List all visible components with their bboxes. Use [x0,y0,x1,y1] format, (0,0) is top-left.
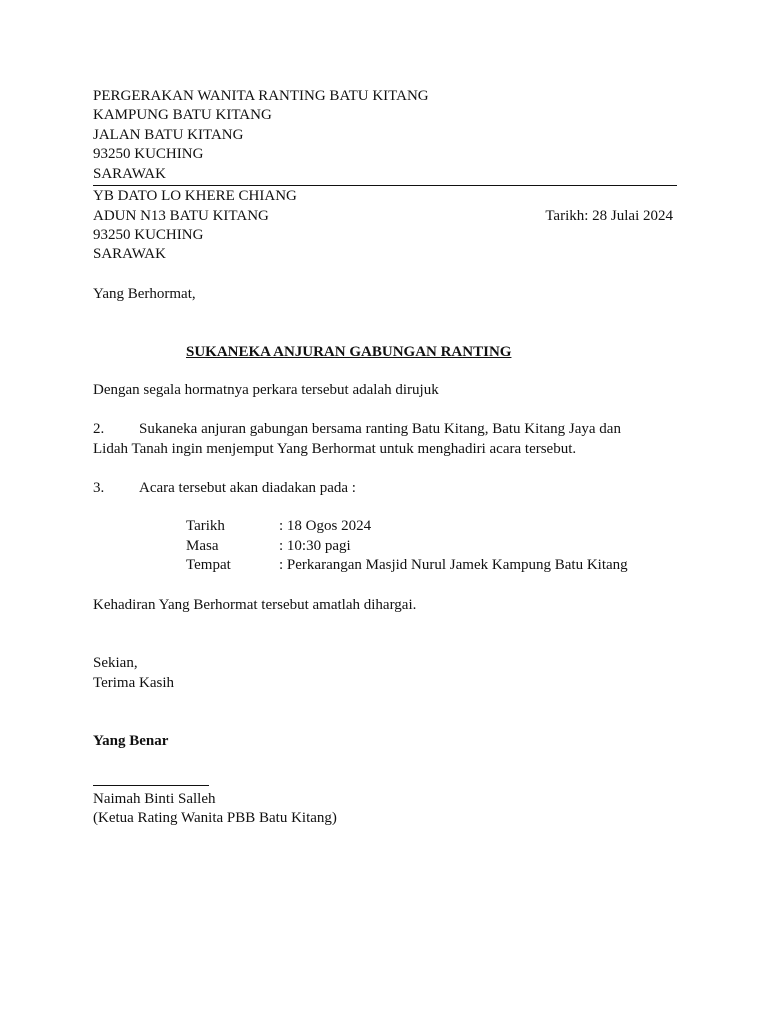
letter-subject: SUKANEKA ANJURAN GABUNGAN RANTING [186,344,512,360]
sender-address-line-2: JALAN BATU KITANG [93,127,244,143]
signatory-name: Naimah Binti Salleh [93,791,216,807]
recipient-name: YB DATO LO KHERE CHIANG [93,188,297,204]
recipient-state: SARAWAK [93,246,166,262]
paragraph-3 [93,479,356,498]
recipient-title: ADUN N13 BATU KITANG [93,208,269,224]
recipient-postcode-city: 93250 KUCHING [93,227,204,243]
detail-value-time: : 10:30 pagi [279,538,351,554]
detail-label-time: Masa [186,538,219,554]
paragraph-2-text: Sukaneka anjuran gabungan bersama ranting Batu Kitang, Batu Kitang Jaya dan [139,421,621,437]
sender-org: PERGERAKAN WANITA RANTING BATU KITANG [93,88,429,104]
closing-note: Kehadiran Yang Berhormat tersebut amatlah dihargai. [93,597,417,613]
signatory-position: (Ketua Rating Wanita PBB Batu Kitang) [93,810,337,826]
intro-paragraph: Dengan segala hormatnya perkara tersebut adalah dirujuk [93,382,439,398]
detail-value-venue: : Perkarangan Masjid Nurul Jamek Kampung Batu Kitang [279,557,628,573]
paragraph-3-text: Acara tersebut akan diadakan pada : [139,480,356,496]
sender-state: SARAWAK [93,166,166,182]
sender-postcode-city: 93250 KUCHING [93,146,204,162]
yang-benar: Yang Benar [93,733,169,749]
sign-off-line-2: Terima Kasih [93,675,175,691]
letter-date: Tarikh: 28 Julai 2024 [545,208,673,224]
paragraph-3-number: 3. [93,480,105,496]
signature-line [93,785,209,786]
salutation: Yang Berhormat, [93,286,196,302]
detail-label-venue: Tempat [186,557,231,573]
paragraph-2-line-1 [93,420,621,439]
letterhead-divider [93,185,677,186]
sender-address-line-1: KAMPUNG BATU KITANG [93,107,272,123]
paragraph-2-line-2: Lidah Tanah ingin menjemput Yang Berhormat untuk menghadiri acara tersebut. [93,441,577,457]
sign-off-line-1: Sekian, [93,655,138,671]
detail-label-date: Tarikh [186,518,225,534]
paragraph-2-number: 2. [93,421,105,437]
detail-value-date: : 18 Ogos 2024 [279,518,372,534]
